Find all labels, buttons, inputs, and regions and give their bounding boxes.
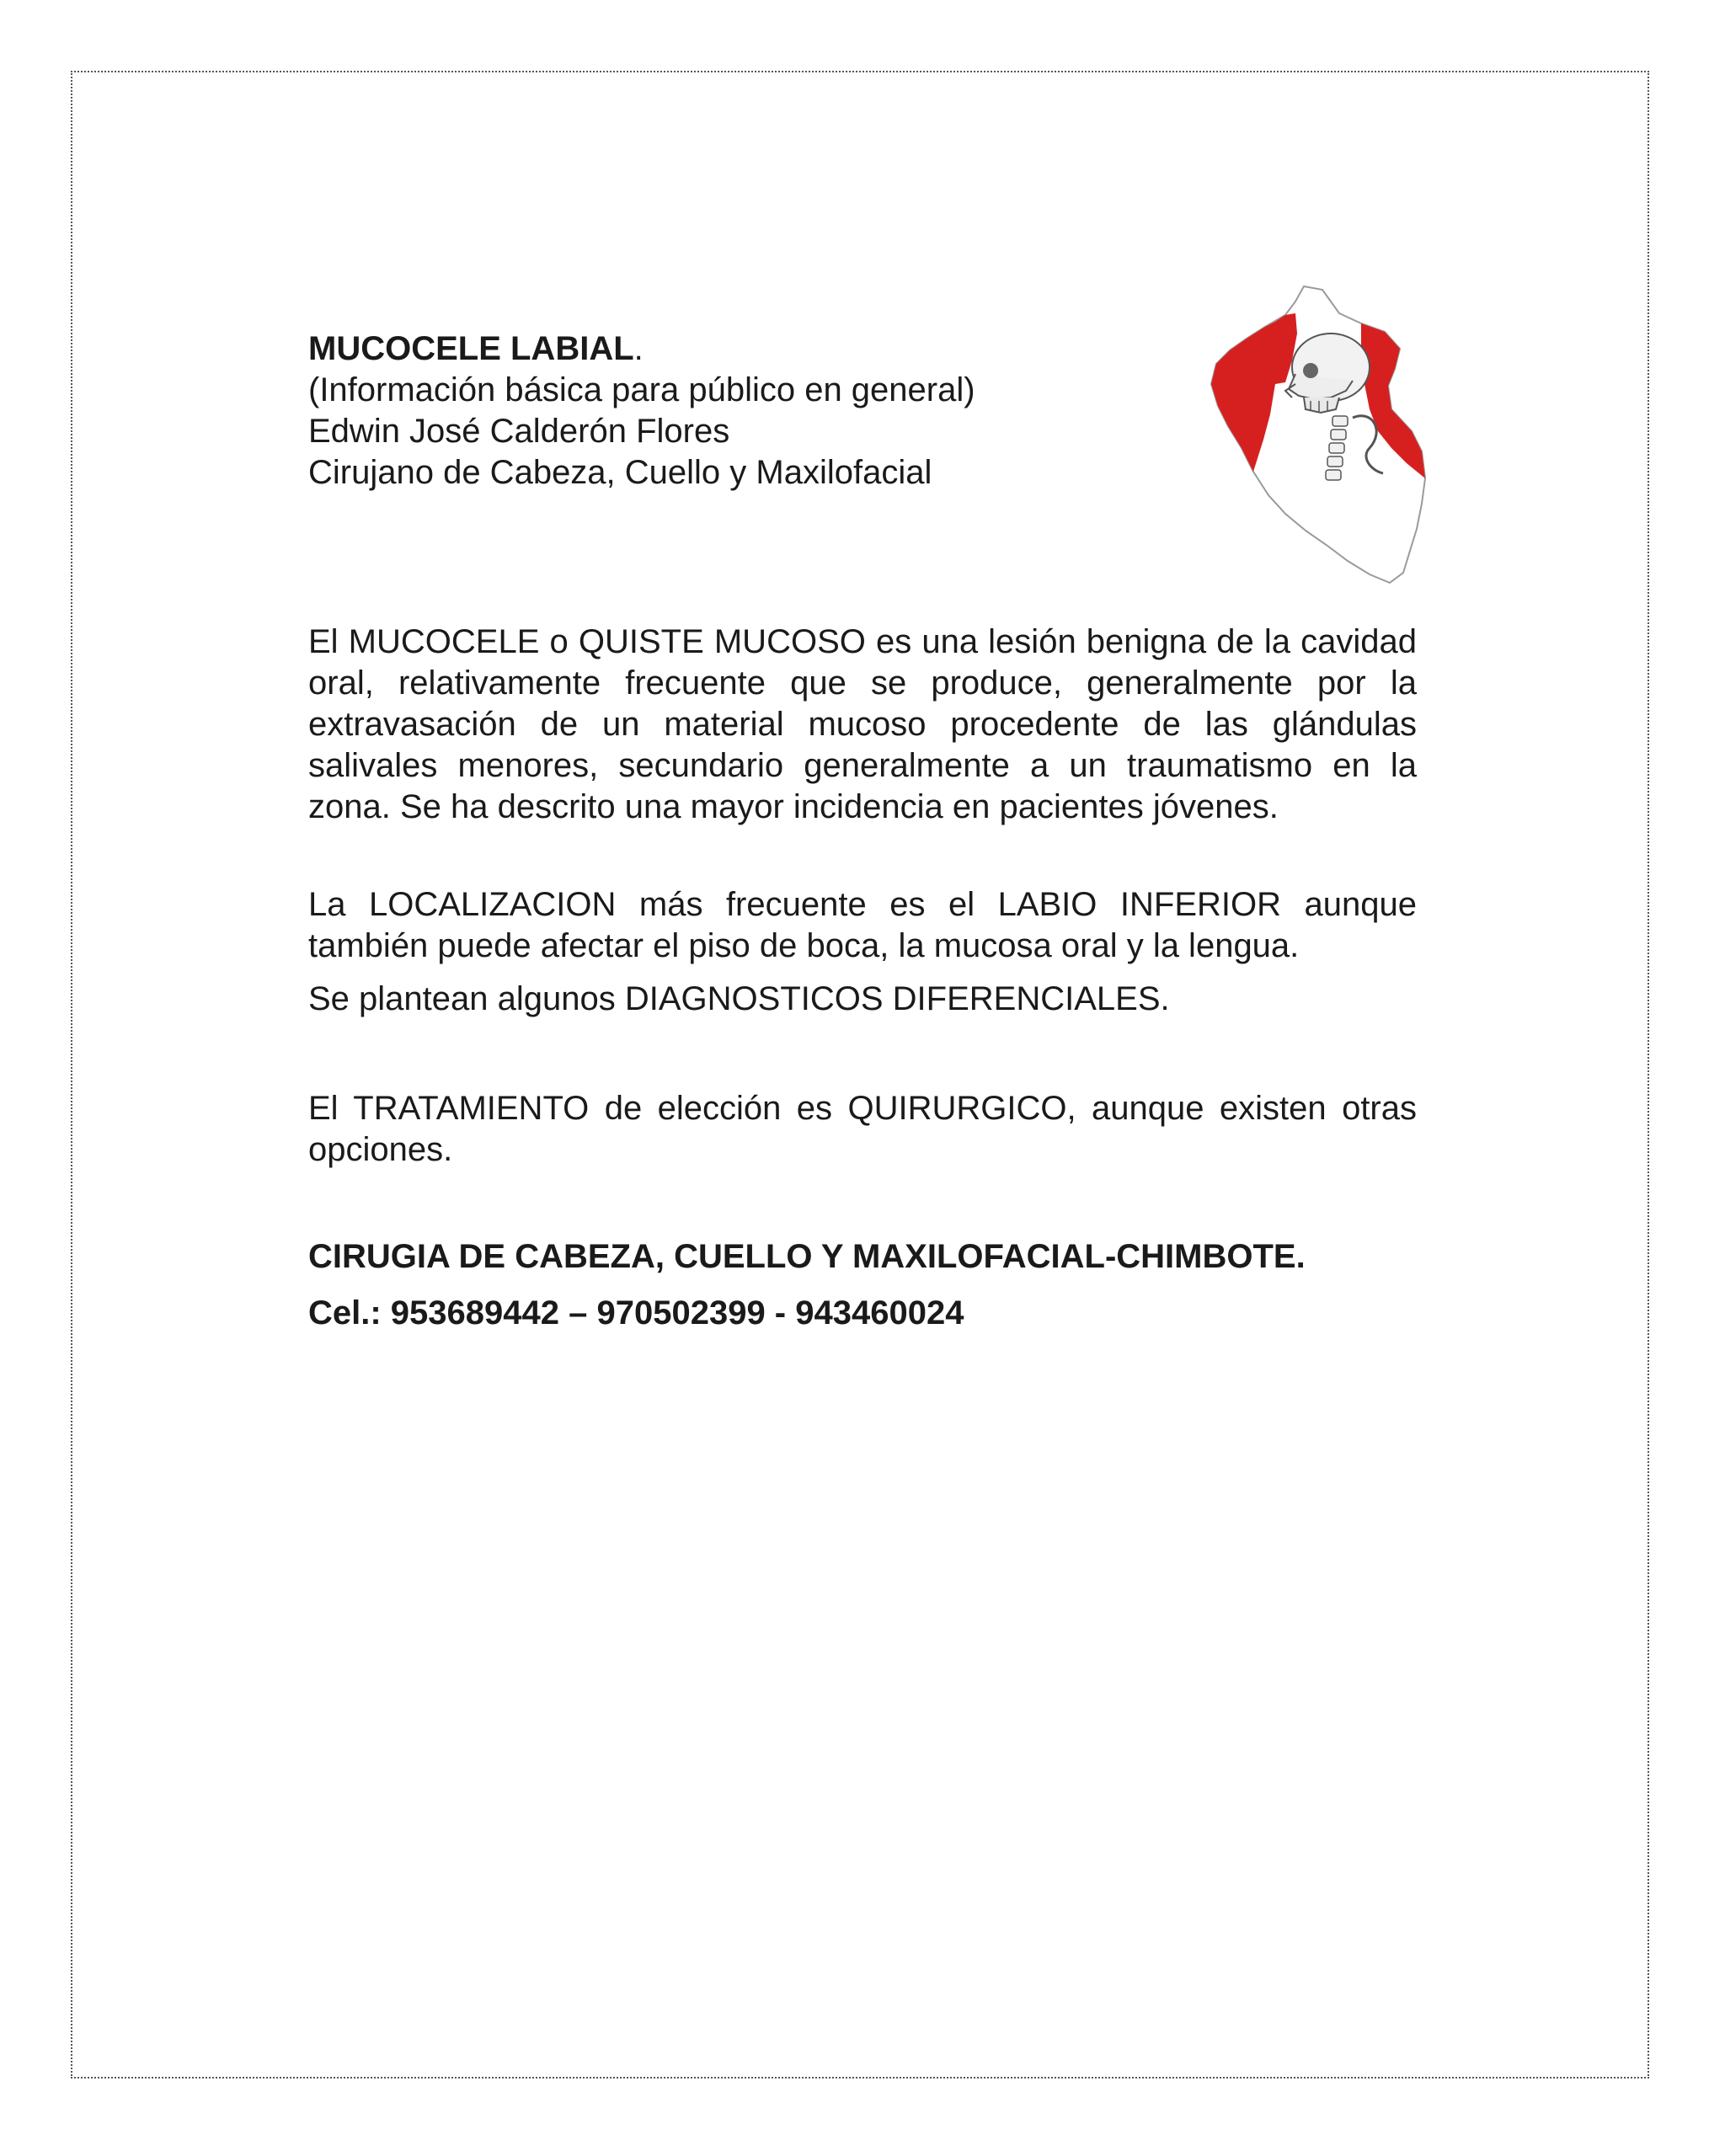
author-name: Edwin José Calderón Flores [308,413,730,450]
document-title: MUCOCELE LABIAL [308,330,634,367]
paragraph-diagnosis: Se plantean algunos DIAGNOSTICOS DIFERENCIALES. [308,980,1170,1017]
paragraph-treatment: El TRATAMIENTO de elección es QUIRURGICO, aunque existen otras opciones. [308,1090,1417,1168]
title-period: . [633,330,644,367]
document-subtitle: (Información básica para público en general) [308,371,975,408]
peru-map-skull-logo [1204,283,1432,586]
clinic-name: CIRUGIA DE CABEZA, CUELLO Y MAXILOFACIAL-CHIMBOTE. [308,1238,1306,1275]
author-role: Cirujano de Cabeza, Cuello y Maxilofacial [308,454,932,491]
contact-phones: Cel.: 953689442 – 970502399 - 943460024 [308,1294,964,1331]
paragraph-description: El MUCOCELE o QUISTE MUCOSO es una lesión benigna de la cavidad oral, relativamente frecuente que se produce, generalmente por la extravasación de un material mucoso procedente de las glándulas salivales menores, secundario generalmente a un traumatismo en la zona. Se ha descrito una mayor incidencia en pacientes jóvenes. [308,623,1417,825]
paragraph-location: La LOCALIZACION más frecuente es el LABIO INFERIOR aunque también puede afectar el piso de boca, la mucosa oral y la lengua. [308,886,1417,964]
